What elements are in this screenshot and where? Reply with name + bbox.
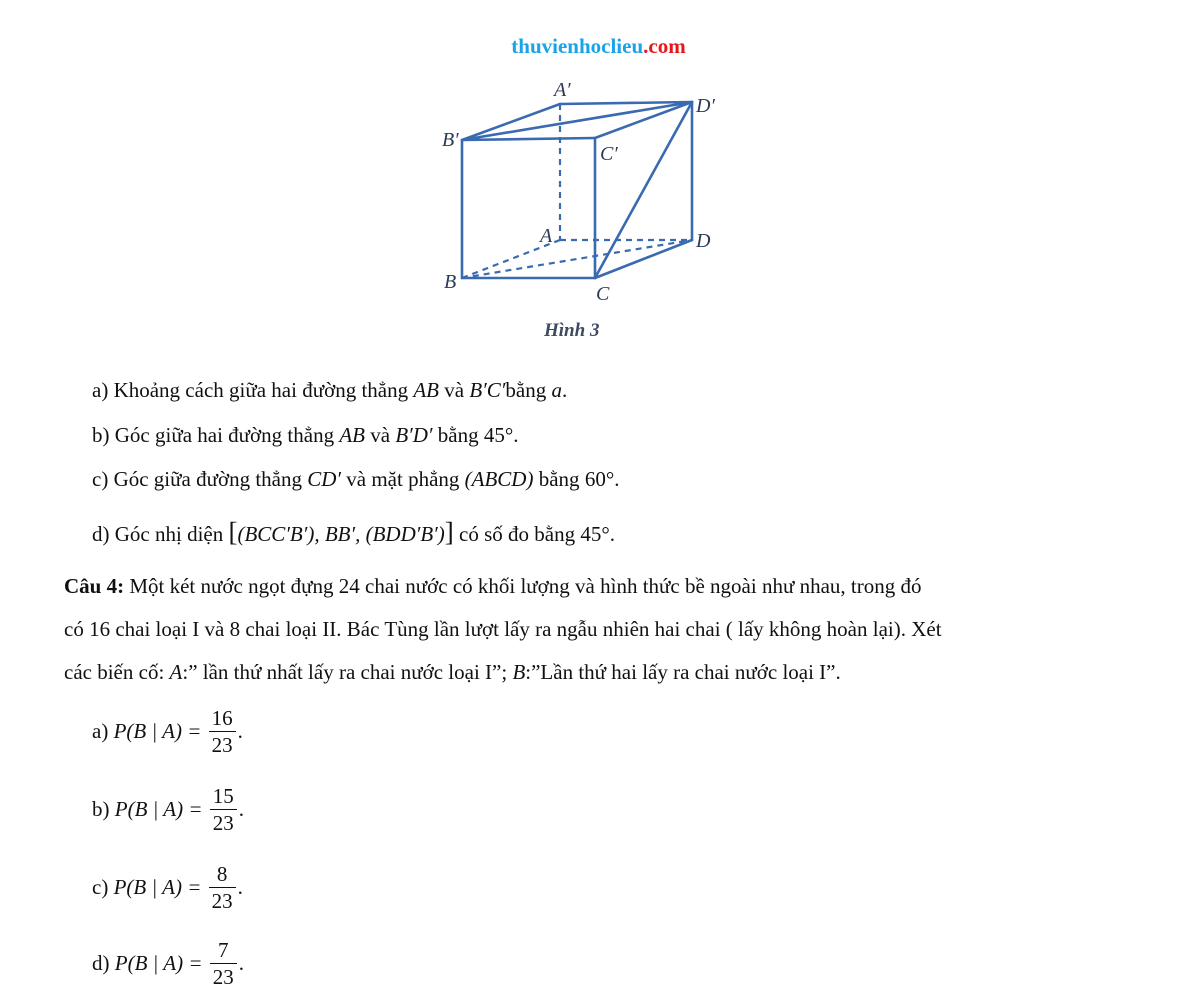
label-B: B (444, 271, 457, 293)
question4-line3: các biến cố: A:” lần thứ nhất lấy ra chai nước loại I”; B:”Lần thứ hai lấy ra chai nước loại I”. (64, 660, 841, 684)
edge-BpAp (462, 104, 560, 140)
label-Cp: C′ (600, 143, 618, 165)
edge-CpDp (595, 102, 692, 138)
q4-option-d: d) P(B | A) = $\frac{7}{23}$ . (92, 938, 245, 989)
edge-CD (595, 240, 692, 278)
q4-option-a: a) P(B | A) = $\frac{16}{23}$ . (92, 706, 243, 757)
label-A: A (540, 225, 553, 247)
label-Bp: B′ (442, 129, 459, 151)
label-Ap: A′ (554, 79, 571, 101)
fraction: $\frac{7}{23}$ (210, 937, 237, 990)
diag-BpDp (462, 102, 692, 140)
question4-line1: Câu 4: Một két nước ngọt đựng 24 chai nước có khối lượng và hình thức bề ngoài như nhau, trong đó (64, 574, 922, 598)
fraction: $\frac{16}{23}$ (209, 705, 236, 758)
question4-line2: có 16 chai loại I và 8 chai loại II. Bác Tùng lần lượt lấy ra ngẫu nhiên hai chai ( lấy không hoàn lại). Xét (64, 617, 942, 641)
cube-figure (430, 72, 730, 352)
edge-ApDp (560, 102, 692, 104)
q4-option-c: c) P(B | A) = $\frac{8}{23}$ . (92, 862, 243, 913)
watermark-part2: .com (643, 34, 686, 58)
watermark-part1: thuvienhoclieu (511, 34, 644, 58)
diag-BD-hidden (462, 240, 692, 278)
cube-diagram (430, 72, 730, 352)
prev-option-a: a) Khoảng cách giữa hai đường thẳng AB và B′C′bằng a. (92, 378, 568, 402)
q4-option-b: b) P(B | A) = $\frac{15}{23}$ . (92, 784, 245, 835)
edge-BpCp (462, 138, 595, 140)
fraction: $\frac{15}{23}$ (210, 783, 237, 836)
prev-option-c: c) Góc giữa đường thẳng CD′ và mặt phẳng (ABCD) bằng 60°. (92, 467, 620, 491)
fraction: $\frac{8}{23}$ (209, 861, 236, 914)
question-label: Câu 4: (64, 574, 125, 598)
prev-option-d: d) Góc nhị diện [(BCC′B′), BB′, (BDD′B′)] có số đo bằng 45°. (92, 517, 615, 547)
prev-option-b: b) Góc giữa hai đường thẳng AB và B′D′ bằng 45°. (92, 423, 519, 447)
watermark (0, 34, 1197, 59)
label-Dp: D′ (696, 95, 715, 117)
label-D: D (696, 230, 711, 252)
label-C: C (596, 283, 610, 305)
diag-CDp (595, 102, 692, 278)
figure-caption: Hình 3 (544, 320, 600, 341)
